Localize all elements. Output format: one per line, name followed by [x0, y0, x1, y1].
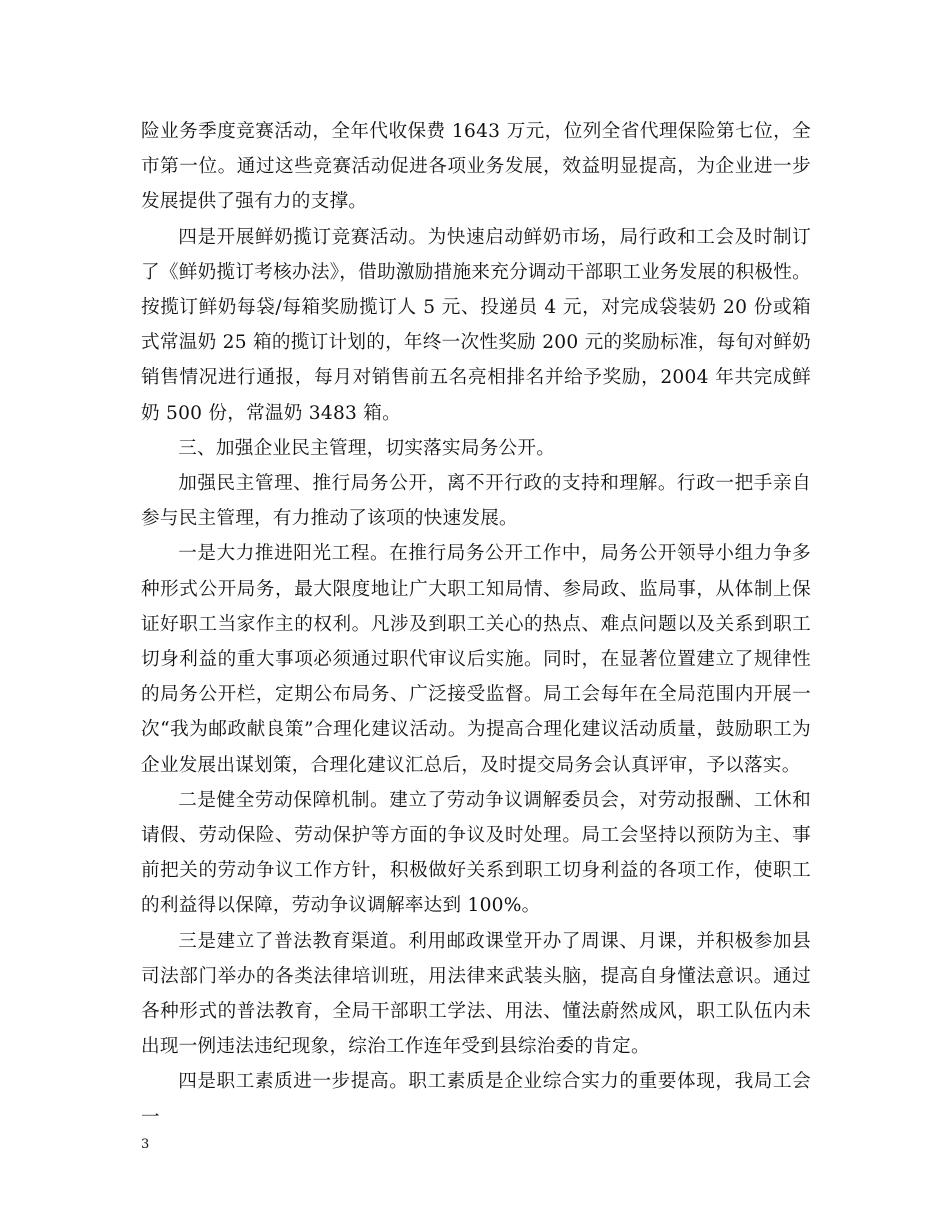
paragraph: 一是大力推进阳光工程。在推行局务公开工作中，局务公开领导小组力争多种形式公开局务，最大限度地让广大职工知局情、参局政、监局事，从体制上保证好职工当家作主的权利。凡涉及到职工关心的热点、难点问题以及关系到职工切身利益的重大事项必须通过职代审议后实施。同时，在显著位置建立了规律性的局务公开栏，定期公布局务、广泛接受监督。局工会每年在全局范围内开展一次“我为邮政献良策”合理化建议活动。为提高合理化建议活动质量，鼓励职工为企业发展出谋划策，合理化建议汇总后，及时提交局务会认真评审，予以落实。 [141, 543, 811, 776]
paragraph: 四是开展鲜奶揽订竞赛活动。为快速启动鲜奶市场，局行政和工会及时制订了《鲜奶揽订考核办法》，借助激励措施来充分调动干部职工业务发展的积极性。按揽订鲜奶每袋/每箱奖励揽订人 5 元、投递员 4 元，对完成袋装奶 20 份或箱式常温奶 25 箱的揽订计划的，年终一次性奖励 200 元的奖励标准，每旬对鲜奶销售情况进行通报，每月对销售前五名亮相排名并给予奖励，2004 年共完成鲜奶 500 份，常温奶 3483 箱。 [141, 226, 811, 424]
body-text [141, 114, 811, 1135]
paragraph: 险业务季度竞赛活动，全年代收保费 1643 万元，位列全省代理保险第七位，全市第一位。通过这些竞赛活动促进各项业务发展，效益明显提高，为企业进一步发展提供了强有力的支撑。 [141, 121, 811, 213]
section-heading: 三、加强企业民主管理，切实落实局务公开。 [178, 437, 556, 459]
paragraph: 二是健全劳动保障机制。建立了劳动争议调解委员会，对劳动报酬、工休和请假、劳动保险、劳动保护等方面的争议及时处理。局工会坚持以预防为主、事前把关的劳动争议工作方针，积极做好关系到职工切身利益的各项工作，使职工的利益得以保障，劳动争议调解率达到 100%。 [141, 789, 811, 917]
paragraph: 加强民主管理、推行局务公开，离不开行政的支持和理解。行政一把手亲自参与民主管理，有力推动了该项的快速发展。 [141, 473, 811, 530]
page-number: 3 [141, 1137, 150, 1152]
paragraph: 三是建立了普法教育渠道。利用邮政课堂开办了周课、月课，并积极参加县司法部门举办的各类法律培训班，用法律来武装头脑，提高自身懂法意识。通过各种形式的普法教育，全局干部职工学法、用法、懂法蔚然成风，职工队伍内未出现一例违法违纪现象，综治工作连年受到县综治委的肯定。 [141, 930, 811, 1058]
paragraph: 四是职工素质进一步提高。职工素质是企业综合实力的重要体现，我局工会一 [141, 1071, 811, 1128]
